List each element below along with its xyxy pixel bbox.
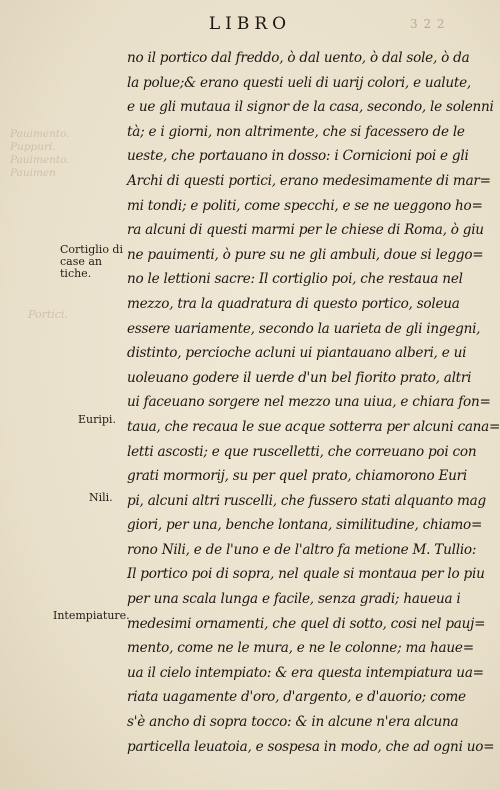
text-line: letti ascosti; e que ruscelletti, che correuano poi con: [127, 443, 477, 460]
text-line: taua, che recaua le sue acque sotterra per alcuni cana=: [127, 418, 500, 435]
text-line: particella leuatoia, e sospesa in modo, che ad ogni uo=: [127, 738, 495, 755]
margin-note-nili: Nili.: [89, 491, 113, 504]
text-line: medesimi ornamenti, che quel di sotto, cosi nel pauj=: [127, 615, 486, 632]
text-line: distinto, percioche acluni ui piantauano alberi, e ui: [127, 345, 467, 362]
show-through-folio: 3 2 2: [410, 17, 446, 31]
text-line: Il portico poi di sopra, nel quale si montaua per lo piu: [127, 566, 485, 583]
text-line: ua il cielo intempiato: & era questa intempiatura ua=: [127, 664, 484, 681]
text-line: no le lettioni sacre: Il cortiglio poi, che restaua nel: [127, 271, 463, 288]
margin-note-euripi: Euripi.: [78, 413, 116, 426]
text-line: essere uariamente, secondo la uarieta de gli ingegni,: [127, 320, 481, 337]
body-text: [127, 46, 500, 759]
running-head: LIBRO: [208, 14, 292, 34]
text-line: no il portico dal freddo, ò dal uento, ò dal sole, ò da: [127, 50, 470, 66]
text-line: Archi di questi portici, erano medesimamente di mar=: [127, 172, 491, 189]
margin-note-intempiature: Intempiature.: [53, 609, 130, 622]
text-line: giori, per una, benche lontana, similitudine, chiamo=: [127, 517, 483, 534]
margin-note-cortiglio: Cortiglio di case an tiche.: [60, 243, 123, 280]
show-through-text: Portici.: [28, 308, 68, 321]
text-line: grati mormorij, su per quel prato, chiamorono Euri: [127, 468, 468, 485]
text-line: ueste, che portauano in dosso: i Cornicioni poi e gli: [127, 148, 469, 165]
text-line: ui faceuano sorgere nel mezzo una uiua, e chiara fon=: [127, 394, 491, 411]
text-line: mezzo, tra la quadratura di questo portico, soleua: [127, 295, 460, 312]
show-through-text: Pauimento. Puppuri. Pauimento. Pauimen: [10, 128, 70, 179]
text-line: ra alcuni di questi marmi per le chiese di Roma, ò giu: [127, 222, 484, 239]
text-line: e ue gli mutaua il signor de la casa, secondo, le solenni: [127, 99, 494, 116]
text-line: mento, come ne le mura, e ne le colonne; ma haue=: [127, 640, 474, 657]
text-line: per una scala lunga e facile, senza gradi; haueua i: [127, 591, 461, 608]
text-line: mi tondi; e politi, come specchi, e se ne ueggono ho=: [127, 197, 483, 214]
text-line: la polue;& erano questi ueli di uarij colori, e ualute,: [127, 74, 471, 91]
text-line: ne pauimenti, ò pure su ne gli ambuli, doue si leggo=: [127, 246, 484, 263]
text-line: riata uagamente d'oro, d'argento, e d'auorio; come: [127, 689, 466, 706]
text-line: s'è ancho di sopra tocco: & in alcune n'era alcuna: [127, 714, 459, 731]
text-line: uoleuano godere il uerde d'un bel fiorito prato, altri: [127, 369, 472, 386]
text-line: pi, alcuni altri ruscelli, che fussero stati alquanto mag: [127, 492, 486, 509]
text-line: tà; e i giorni, non altrimente, che si facessero de le: [127, 123, 465, 140]
text-line: rono Nili, e de l'uno e de l'altro fa metione M. Tullio:: [127, 541, 477, 558]
